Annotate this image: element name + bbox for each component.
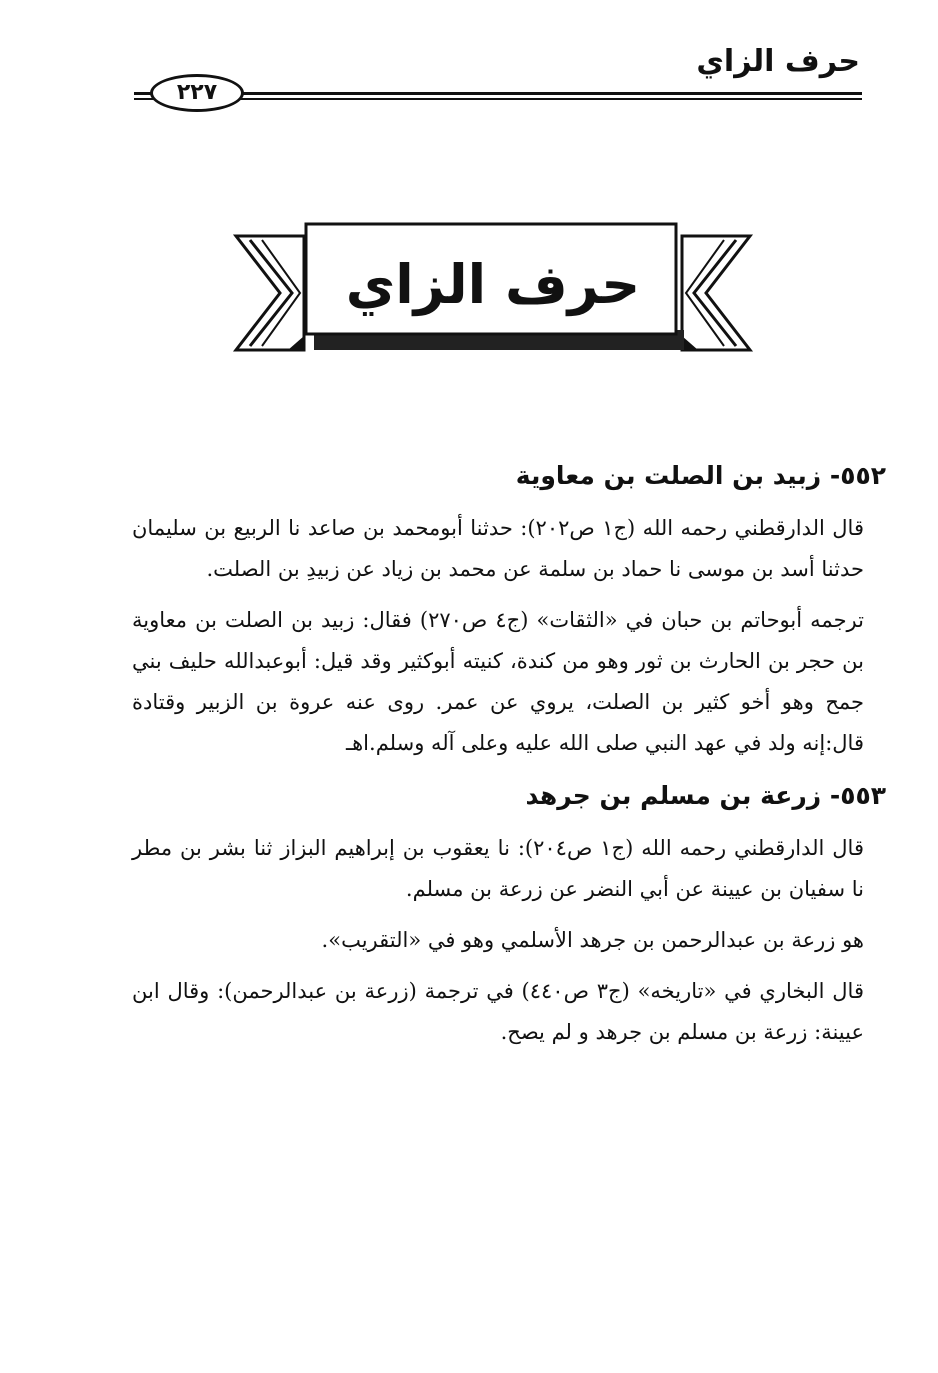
chapter-banner [228,218,758,368]
entry-552 [132,454,886,764]
paragraph: ترجمه أبوحاتم بن حبان في «الثقات» (ج٤ ص٢٧٠) فقال: زبيد بن الصلت بن معاوية بن حجر بن الحارث بن ثور وهو من كندة، كنيته أبوكثير وقد قيل: أبوعبدالله حليف بني جمح وهو أخو كثير بن الصلت، يروي عن عمر. روى عنه عروة بن الزبير وقتادة قال:إنه ولد في عهد النبي صلى الله عليه وعلى آله وسلم.اهـ [132,608,864,755]
paragraph: قال البخاري في «تاريخه» (ج٣ ص٤٤٠) في ترجمة (زرعة بن عبدالرحمن): وقال ابن عيينة: زرعة بن مسلم بن جرهد و لم يصح. [132,979,864,1044]
page-number: ٢٢٧ [150,74,244,112]
entry-553 [132,774,886,1053]
entry-heading: ٥٥٣- زرعة بن مسلم بن جرهد [525,781,886,810]
paragraph: قال الدارقطني رحمه الله (ج١ ص٢٠٤): نا يعقوب بن إبراهيم البزاز ثنا بشر بن مطر نا سفيان بن عيينة عن أبي النضر عن زرعة بن مسلم. [132,836,864,901]
chapter-title: حرف الزاي [345,253,641,316]
running-title: حرف الزاي [696,44,860,79]
paragraph: هو زرعة بن عبدالرحمن بن جرهد الأسلمي وهو في «التقريب». [321,928,864,952]
entry-heading: ٥٥٢- زبيد بن الصلت بن معاوية [515,461,886,490]
paragraph: قال الدارقطني رحمه الله (ج١ ص٢٠٢): حدثنا أبومحمد بن صاعد نا الربيع بن سليمان حدثنا أسد بن موسى نا حماد بن سلمة عن محمد بن زياد عن زبيدِ بن الصلت. [132,516,864,581]
main-text [132,454,886,1063]
page-header [0,0,938,110]
